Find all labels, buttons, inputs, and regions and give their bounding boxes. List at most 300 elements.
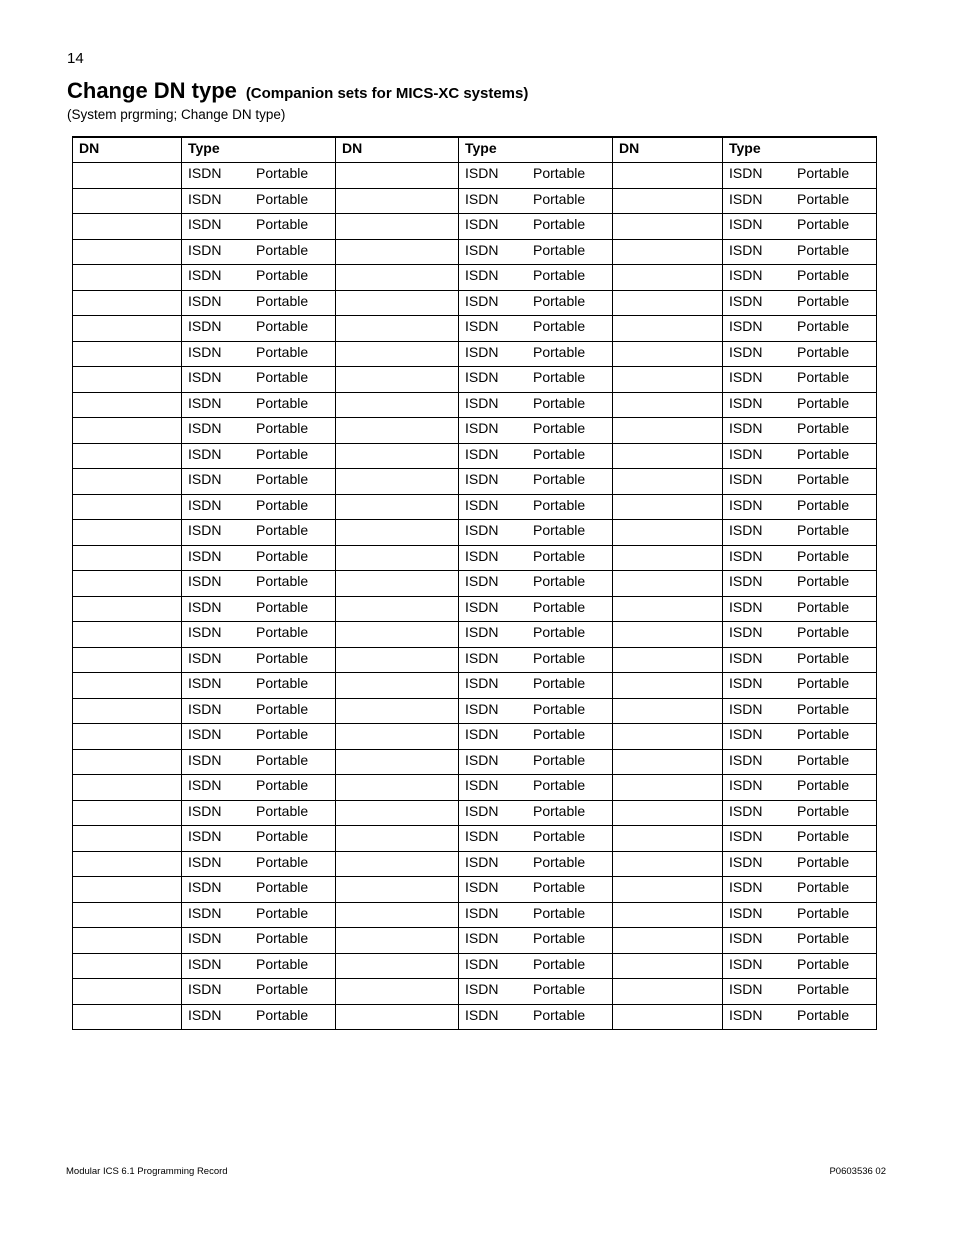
dn-entry-cell[interactable] (73, 443, 182, 469)
dn-entry-cell[interactable] (336, 851, 459, 877)
dn-entry-cell[interactable] (613, 214, 723, 240)
type-option-isdn: ISDN (188, 649, 222, 666)
table-row (73, 494, 877, 520)
type-option-portable: Portable (256, 649, 309, 666)
type-option-isdn: ISDN (465, 598, 499, 615)
type-cell (723, 163, 877, 189)
type-option-portable: Portable (256, 853, 309, 870)
type-option-portable: Portable (797, 547, 850, 564)
type-option-portable: Portable (256, 292, 309, 309)
type-option-portable: Portable (256, 547, 309, 564)
type-option-isdn: ISDN (729, 598, 763, 615)
dn-entry-cell[interactable] (73, 316, 182, 342)
type-option-isdn: ISDN (188, 267, 222, 283)
dn-entry-cell[interactable] (336, 826, 459, 852)
dn-entry-cell[interactable] (336, 341, 459, 367)
type-option-isdn: ISDN (465, 853, 499, 870)
type-option-isdn: ISDN (729, 828, 763, 844)
dn-entry-cell[interactable] (73, 392, 182, 418)
dn-entry-cell[interactable] (73, 596, 182, 622)
type-cell (459, 188, 613, 214)
dn-entry-cell[interactable] (613, 1004, 723, 1030)
dn-entry-cell[interactable] (73, 214, 182, 240)
header-dn-3: DN (613, 137, 723, 163)
dn-entry-cell[interactable] (73, 494, 182, 520)
type-option-isdn: ISDN (729, 190, 763, 207)
table-row (73, 724, 877, 750)
dn-entry-cell[interactable] (336, 596, 459, 622)
type-option-isdn: ISDN (188, 190, 222, 207)
type-option-portable: Portable (533, 955, 586, 972)
type-cell (723, 443, 877, 469)
dn-entry-cell[interactable] (73, 800, 182, 826)
type-option-isdn: ISDN (188, 445, 222, 462)
dn-entry-cell[interactable] (73, 367, 182, 393)
dn-entry-cell[interactable] (613, 979, 723, 1005)
type-option-portable: Portable (797, 955, 850, 972)
dn-entry-cell[interactable] (336, 316, 459, 342)
type-option-isdn: ISDN (465, 267, 499, 283)
type-option-isdn: ISDN (729, 165, 763, 181)
dn-entry-cell[interactable] (613, 622, 723, 648)
type-option-portable: Portable (256, 904, 309, 921)
type-cell (182, 979, 336, 1005)
type-option-isdn: ISDN (188, 522, 222, 538)
type-cell (459, 724, 613, 750)
table-row (73, 647, 877, 673)
type-option-portable: Portable (256, 267, 309, 283)
dn-entry-cell[interactable] (336, 622, 459, 648)
type-option-isdn: ISDN (465, 445, 499, 462)
type-option-portable: Portable (797, 598, 850, 615)
type-cell (182, 622, 336, 648)
type-option-portable: Portable (797, 930, 850, 946)
type-cell (182, 443, 336, 469)
header-type-1: Type (182, 137, 336, 163)
type-cell (459, 392, 613, 418)
dn-entry-cell[interactable] (336, 392, 459, 418)
type-option-portable: Portable (256, 216, 309, 232)
dn-entry-cell[interactable] (613, 749, 723, 775)
type-cell (182, 571, 336, 597)
type-cell (723, 673, 877, 699)
type-option-portable: Portable (797, 165, 850, 181)
type-cell (723, 724, 877, 750)
type-cell (459, 520, 613, 546)
dn-entry-cell[interactable] (613, 724, 723, 750)
table-row (73, 673, 877, 699)
type-option-portable: Portable (797, 292, 850, 309)
dn-entry-cell[interactable] (73, 418, 182, 444)
type-cell (459, 673, 613, 699)
type-option-portable: Portable (797, 853, 850, 870)
dn-entry-cell[interactable] (613, 316, 723, 342)
dn-entry-cell[interactable] (73, 265, 182, 291)
table-row (73, 469, 877, 495)
type-option-portable: Portable (797, 1006, 850, 1023)
dn-entry-cell[interactable] (73, 188, 182, 214)
dn-entry-cell[interactable] (73, 341, 182, 367)
type-cell (723, 392, 877, 418)
type-option-isdn: ISDN (188, 904, 222, 921)
dn-entry-cell[interactable] (613, 392, 723, 418)
dn-entry-cell[interactable] (613, 341, 723, 367)
type-option-isdn: ISDN (465, 471, 499, 487)
dn-entry-cell[interactable] (336, 979, 459, 1005)
type-cell (182, 418, 336, 444)
dn-type-table (72, 136, 877, 1030)
type-option-isdn: ISDN (465, 496, 499, 513)
type-cell (723, 188, 877, 214)
type-option-isdn: ISDN (188, 981, 222, 997)
type-option-isdn: ISDN (188, 216, 222, 232)
type-cell (182, 698, 336, 724)
type-cell (182, 775, 336, 801)
type-cell (459, 647, 613, 673)
dn-entry-cell[interactable] (336, 214, 459, 240)
type-option-isdn: ISDN (465, 420, 499, 436)
type-cell (459, 749, 613, 775)
dn-entry-cell[interactable] (73, 698, 182, 724)
dn-entry-cell[interactable] (613, 545, 723, 571)
type-cell (182, 928, 336, 954)
type-cell (182, 647, 336, 673)
dn-entry-cell[interactable] (613, 877, 723, 903)
type-option-isdn: ISDN (465, 318, 499, 334)
type-option-portable: Portable (797, 675, 850, 691)
type-option-isdn: ISDN (729, 675, 763, 691)
type-option-isdn: ISDN (729, 471, 763, 487)
dn-entry-cell[interactable] (336, 163, 459, 189)
type-option-isdn: ISDN (729, 241, 763, 258)
type-cell (459, 545, 613, 571)
type-option-isdn: ISDN (465, 241, 499, 258)
dn-entry-cell[interactable] (73, 775, 182, 801)
type-cell (182, 469, 336, 495)
dn-entry-cell[interactable] (613, 290, 723, 316)
table-row (73, 290, 877, 316)
dn-entry-cell[interactable] (613, 239, 723, 265)
dn-entry-cell[interactable] (613, 494, 723, 520)
type-option-isdn: ISDN (188, 777, 222, 793)
type-option-isdn: ISDN (465, 955, 499, 972)
table-row (73, 341, 877, 367)
type-cell (182, 239, 336, 265)
dn-entry-cell[interactable] (73, 953, 182, 979)
type-cell (459, 953, 613, 979)
type-cell (459, 698, 613, 724)
type-option-portable: Portable (533, 496, 586, 513)
type-cell (723, 418, 877, 444)
table-header-row (73, 137, 877, 163)
type-cell (459, 443, 613, 469)
dn-entry-cell[interactable] (73, 647, 182, 673)
type-cell (723, 622, 877, 648)
title-subtitle: (Companion sets for MICS-XC systems) (245, 85, 529, 102)
type-option-isdn: ISDN (465, 522, 499, 538)
type-cell (723, 953, 877, 979)
dn-entry-cell[interactable] (73, 851, 182, 877)
dn-entry-cell[interactable] (73, 520, 182, 546)
dn-entry-cell[interactable] (73, 673, 182, 699)
type-option-isdn: ISDN (465, 879, 499, 895)
type-option-isdn: ISDN (465, 369, 499, 385)
dn-entry-cell[interactable] (336, 239, 459, 265)
dn-entry-cell[interactable] (73, 163, 182, 189)
dn-entry-cell[interactable] (613, 520, 723, 546)
type-option-isdn: ISDN (729, 343, 763, 360)
type-option-portable: Portable (533, 522, 586, 538)
page-title (67, 73, 528, 108)
type-option-portable: Portable (533, 216, 586, 232)
type-cell (459, 622, 613, 648)
type-option-portable: Portable (797, 343, 850, 360)
dn-entry-cell[interactable] (73, 545, 182, 571)
dn-entry-cell[interactable] (336, 469, 459, 495)
type-cell (182, 367, 336, 393)
dn-entry-cell[interactable] (613, 367, 723, 393)
dn-entry-cell[interactable] (613, 928, 723, 954)
table-row (73, 851, 877, 877)
type-option-portable: Portable (533, 165, 586, 181)
type-cell (459, 367, 613, 393)
type-option-isdn: ISDN (188, 471, 222, 487)
type-option-portable: Portable (533, 420, 586, 436)
dn-entry-cell[interactable] (336, 418, 459, 444)
dn-entry-cell[interactable] (336, 775, 459, 801)
type-option-isdn: ISDN (188, 1006, 222, 1023)
dn-entry-cell[interactable] (336, 367, 459, 393)
dn-entry-cell[interactable] (613, 469, 723, 495)
dn-entry-cell[interactable] (336, 443, 459, 469)
dn-entry-cell[interactable] (613, 418, 723, 444)
dn-entry-cell[interactable] (73, 239, 182, 265)
type-option-isdn: ISDN (465, 828, 499, 844)
dn-entry-cell[interactable] (73, 826, 182, 852)
type-option-isdn: ISDN (729, 879, 763, 895)
dn-entry-cell[interactable] (336, 953, 459, 979)
type-option-isdn: ISDN (465, 649, 499, 666)
type-cell (459, 800, 613, 826)
dn-entry-cell[interactable] (336, 647, 459, 673)
dn-entry-cell[interactable] (336, 571, 459, 597)
type-option-isdn: ISDN (188, 573, 222, 589)
dn-entry-cell[interactable] (613, 443, 723, 469)
type-option-isdn: ISDN (465, 751, 499, 768)
dn-entry-cell[interactable] (336, 877, 459, 903)
type-cell (182, 494, 336, 520)
type-option-portable: Portable (533, 1006, 586, 1023)
type-option-portable: Portable (797, 420, 850, 436)
type-option-portable: Portable (256, 165, 309, 181)
dn-entry-cell[interactable] (613, 647, 723, 673)
dn-entry-cell[interactable] (336, 724, 459, 750)
type-option-portable: Portable (256, 318, 309, 334)
dn-entry-cell[interactable] (336, 1004, 459, 1030)
type-option-isdn: ISDN (729, 496, 763, 513)
type-cell (182, 673, 336, 699)
type-cell (459, 596, 613, 622)
type-cell (459, 214, 613, 240)
type-cell (182, 953, 336, 979)
table-row (73, 1004, 877, 1030)
dn-entry-cell[interactable] (336, 188, 459, 214)
dn-entry-cell[interactable] (336, 545, 459, 571)
type-option-portable: Portable (533, 369, 586, 385)
dn-entry-cell[interactable] (613, 953, 723, 979)
type-option-isdn: ISDN (465, 904, 499, 921)
dn-entry-cell[interactable] (336, 520, 459, 546)
type-cell (182, 877, 336, 903)
type-option-isdn: ISDN (465, 624, 499, 640)
table-row (73, 418, 877, 444)
dn-entry-cell[interactable] (73, 290, 182, 316)
type-option-portable: Portable (256, 241, 309, 258)
dn-entry-cell[interactable] (336, 494, 459, 520)
table-row (73, 902, 877, 928)
type-option-portable: Portable (797, 802, 850, 819)
type-option-portable: Portable (256, 981, 309, 997)
table-row (73, 443, 877, 469)
type-option-portable: Portable (256, 828, 309, 844)
type-option-portable: Portable (533, 241, 586, 258)
type-cell (723, 469, 877, 495)
dn-entry-cell[interactable] (73, 1004, 182, 1030)
type-option-isdn: ISDN (729, 853, 763, 870)
dn-entry-cell[interactable] (613, 596, 723, 622)
table-row (73, 953, 877, 979)
type-option-portable: Portable (797, 726, 850, 742)
dn-entry-cell[interactable] (73, 877, 182, 903)
type-cell (723, 877, 877, 903)
dn-entry-cell[interactable] (73, 622, 182, 648)
dn-entry-cell[interactable] (613, 673, 723, 699)
table-row (73, 188, 877, 214)
type-option-isdn: ISDN (729, 1006, 763, 1023)
type-cell (723, 367, 877, 393)
type-option-portable: Portable (797, 471, 850, 487)
dn-entry-cell[interactable] (336, 265, 459, 291)
type-option-isdn: ISDN (729, 318, 763, 334)
dn-entry-cell[interactable] (336, 800, 459, 826)
type-option-portable: Portable (256, 675, 309, 691)
dn-entry-cell[interactable] (73, 724, 182, 750)
type-option-isdn: ISDN (729, 369, 763, 385)
type-option-portable: Portable (533, 981, 586, 997)
type-cell (459, 265, 613, 291)
dn-entry-cell[interactable] (73, 749, 182, 775)
type-option-isdn: ISDN (188, 802, 222, 819)
page-number: 14 (67, 50, 84, 67)
type-option-isdn: ISDN (729, 726, 763, 742)
header-type-2: Type (459, 137, 613, 163)
dn-entry-cell[interactable] (336, 928, 459, 954)
type-option-isdn: ISDN (465, 165, 499, 181)
dn-entry-cell[interactable] (613, 571, 723, 597)
type-option-isdn: ISDN (188, 496, 222, 513)
dn-entry-cell[interactable] (73, 469, 182, 495)
type-option-isdn: ISDN (188, 241, 222, 258)
type-cell (459, 928, 613, 954)
dn-entry-cell[interactable] (336, 749, 459, 775)
type-cell (459, 877, 613, 903)
dn-entry-cell[interactable] (73, 902, 182, 928)
dn-entry-cell[interactable] (613, 851, 723, 877)
type-option-isdn: ISDN (729, 802, 763, 819)
type-cell (459, 571, 613, 597)
dn-entry-cell[interactable] (613, 265, 723, 291)
type-cell (723, 698, 877, 724)
type-cell (182, 265, 336, 291)
type-option-isdn: ISDN (188, 879, 222, 895)
dn-entry-cell[interactable] (336, 673, 459, 699)
type-cell (723, 826, 877, 852)
type-option-portable: Portable (256, 369, 309, 385)
dn-entry-cell[interactable] (613, 698, 723, 724)
type-option-isdn: ISDN (729, 751, 763, 768)
type-cell (723, 775, 877, 801)
dn-entry-cell[interactable] (613, 163, 723, 189)
type-option-portable: Portable (256, 522, 309, 538)
type-cell (182, 596, 336, 622)
type-cell (723, 494, 877, 520)
type-option-portable: Portable (256, 394, 309, 411)
type-option-portable: Portable (533, 343, 586, 360)
type-option-portable: Portable (797, 394, 850, 411)
type-option-isdn: ISDN (729, 955, 763, 972)
dn-entry-cell[interactable] (613, 188, 723, 214)
dn-entry-cell[interactable] (613, 800, 723, 826)
type-cell (182, 316, 336, 342)
type-option-isdn: ISDN (729, 522, 763, 538)
type-cell (182, 851, 336, 877)
dn-entry-cell[interactable] (613, 902, 723, 928)
type-cell (459, 851, 613, 877)
dn-entry-cell[interactable] (336, 698, 459, 724)
dn-entry-cell[interactable] (73, 928, 182, 954)
table-body (73, 163, 877, 1030)
table-row (73, 622, 877, 648)
table-row (73, 979, 877, 1005)
type-option-portable: Portable (256, 445, 309, 462)
type-cell (459, 418, 613, 444)
dn-entry-cell[interactable] (613, 775, 723, 801)
type-option-isdn: ISDN (188, 394, 222, 411)
dn-entry-cell[interactable] (336, 290, 459, 316)
dn-entry-cell[interactable] (613, 826, 723, 852)
type-cell (182, 902, 336, 928)
type-option-portable: Portable (533, 904, 586, 921)
dn-entry-cell[interactable] (336, 902, 459, 928)
type-option-isdn: ISDN (729, 981, 763, 997)
type-option-portable: Portable (533, 445, 586, 462)
type-cell (182, 392, 336, 418)
type-option-portable: Portable (256, 930, 309, 946)
type-option-portable: Portable (256, 700, 309, 717)
type-cell (723, 800, 877, 826)
type-option-portable: Portable (256, 879, 309, 895)
type-option-portable: Portable (797, 267, 850, 283)
table-row (73, 596, 877, 622)
type-option-portable: Portable (256, 751, 309, 768)
type-option-portable: Portable (797, 241, 850, 258)
type-option-portable: Portable (256, 955, 309, 972)
table-row (73, 928, 877, 954)
dn-entry-cell[interactable] (73, 571, 182, 597)
type-cell (182, 724, 336, 750)
type-cell (459, 239, 613, 265)
dn-entry-cell[interactable] (73, 979, 182, 1005)
